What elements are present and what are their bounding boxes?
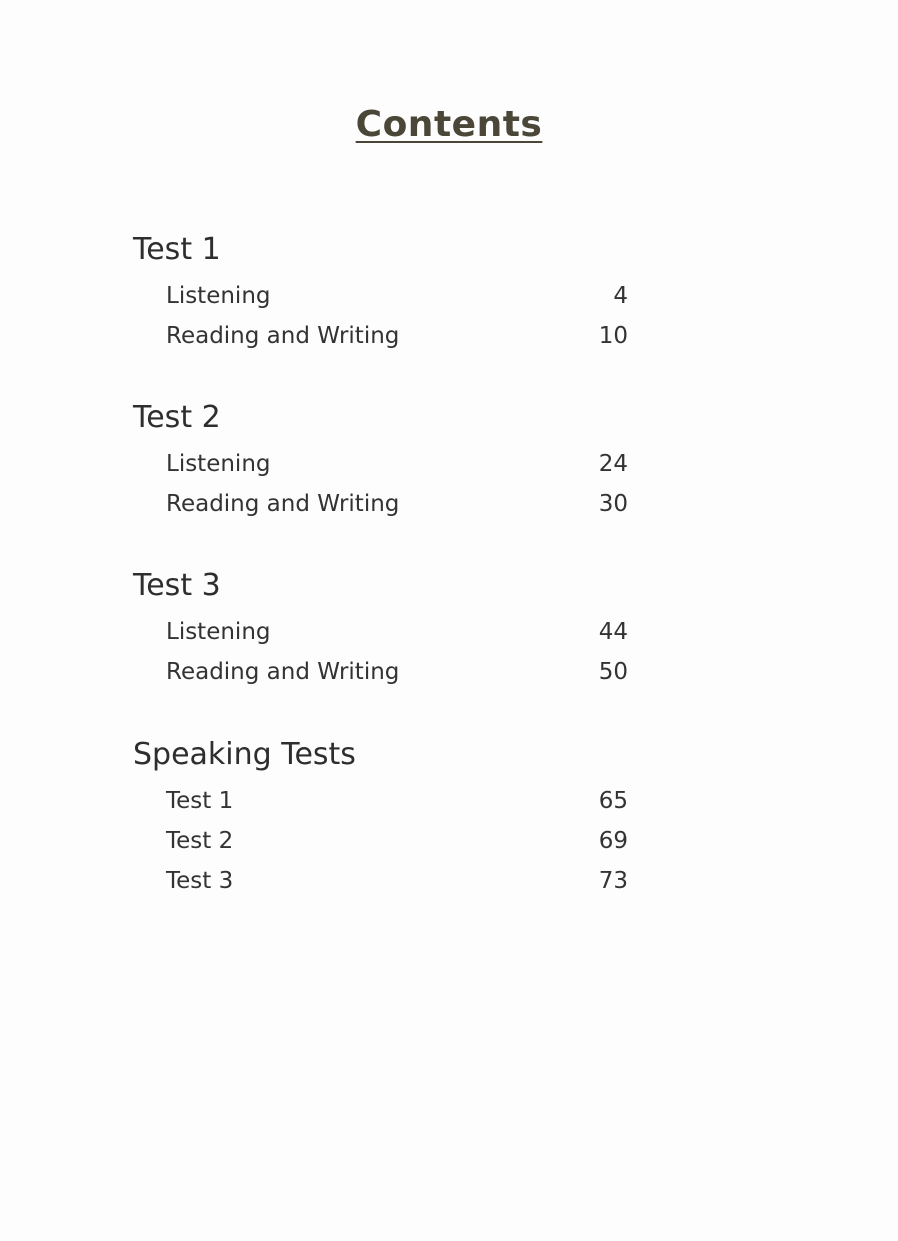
toc-entries: [133, 781, 628, 901]
toc-entry[interactable]: [133, 484, 628, 524]
section-heading: Test 1: [133, 232, 221, 267]
toc-entry-page-number: 73: [598, 868, 628, 894]
toc-section-speaking-tests: [133, 737, 628, 901]
toc-entry-label: Test 2: [166, 828, 234, 854]
toc-entry-page-number: 4: [613, 283, 628, 309]
toc-entry[interactable]: [133, 276, 628, 316]
section-heading: Test 3: [133, 568, 221, 603]
toc-entries: [133, 444, 628, 524]
toc-entries: [133, 276, 628, 356]
toc-entry-label: Listening: [166, 451, 271, 477]
toc-entry-page-number: 24: [598, 451, 628, 477]
toc-entry-label: Reading and Writing: [166, 491, 400, 517]
section-heading: Test 2: [133, 400, 221, 435]
toc-entry[interactable]: [133, 821, 628, 861]
toc-entry-page-number: 69: [598, 828, 628, 854]
section-heading: Speaking Tests: [133, 737, 356, 772]
toc-section-test-2: [133, 400, 628, 524]
toc-entry-label: Listening: [166, 619, 271, 645]
toc-entry-label: Test 1: [166, 788, 234, 814]
toc-entry[interactable]: [133, 316, 628, 356]
toc-entry-page-number: 30: [598, 491, 628, 517]
toc-entry-page-number: 10: [598, 323, 628, 349]
toc-section-test-1: [133, 232, 628, 356]
toc-entry-page-number: 50: [598, 659, 628, 685]
toc-entry-page-number: 44: [598, 619, 628, 645]
toc-entry-label: Test 3: [166, 868, 234, 894]
page-title-text: Contents: [355, 104, 543, 145]
toc-entry-page-number: 65: [598, 788, 628, 814]
toc-entry-label: Reading and Writing: [166, 323, 400, 349]
page-title: [0, 104, 898, 145]
toc-entry-label: Reading and Writing: [166, 659, 400, 685]
toc-entry[interactable]: [133, 861, 628, 901]
toc-entry-label: Listening: [166, 283, 271, 309]
toc-entries: [133, 612, 628, 692]
toc-entry[interactable]: [133, 444, 628, 484]
toc-entry[interactable]: [133, 781, 628, 821]
toc-section-test-3: [133, 568, 628, 692]
toc-entry[interactable]: [133, 612, 628, 652]
toc-entry[interactable]: [133, 652, 628, 692]
